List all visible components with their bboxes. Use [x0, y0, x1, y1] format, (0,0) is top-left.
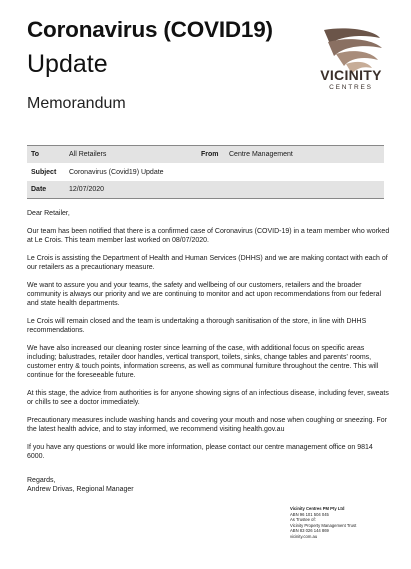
memo-body	[27, 209, 392, 470]
greeting: Dear Retailer,	[27, 210, 70, 217]
logo-subtitle: CENTRES	[329, 84, 373, 91]
company-footer	[290, 506, 356, 540]
footer-company: Vicinity Centres PM Pty Ltd	[290, 506, 345, 511]
signoff	[27, 476, 134, 494]
from-value: Centre Management	[225, 146, 384, 164]
paragraph-confirmed-case: Our team has been notified that there is a confirmed case of Coronavirus (COVID-19) in a team member who worked at Le Crois. This team member last worked on 08/07/2020.	[27, 228, 390, 244]
date-label: Date	[27, 181, 65, 199]
footer-abn-2: ABN 83 026 144 869	[290, 528, 329, 534]
memo-row-date	[27, 181, 384, 199]
footer-trustee-of: As Trustee of:	[290, 517, 316, 523]
footer-website: vicinity.com.au	[290, 533, 318, 539]
paragraph-precautions: Precautionary measures include washing hands and covering your mouth and nose when coughing or sneezing. For the latest health advice, and to stay informed, we recommend visiting health.gov.au	[27, 417, 387, 433]
paragraph-store-closed: Le Crois will remain closed and the team is undertaking a thorough sanitisation of the store, in line with DHHS recommendations.	[27, 318, 367, 334]
footer-abn: ABN 96 101 504 045	[290, 511, 329, 517]
paragraph-cleaning: We have also increased our cleaning roster since learning of the case, with additional focus on specific areas including; balustrades, retailer door handles, vertical transport, toilets, sinks, change tables and parents' rooms, customer entry & touch points, information screens, as well as communal furniture throughout the centre. This will continue for the foreseeable future.	[27, 345, 379, 379]
from-label: From	[197, 146, 225, 164]
regards: Regards,	[27, 477, 56, 484]
paragraph-assurance: We want to assure you and your teams, the safety and wellbeing of our customers, retailers and the broader community is always our priority and we are continuing to monitor and act upon recommendations from our federal and state health departments.	[27, 282, 382, 307]
memo-row-to	[27, 146, 384, 164]
logo-wordmark: VICINITY	[320, 67, 382, 83]
footer-trust: Vicinity Property Management Trust	[290, 522, 357, 528]
title-line-1: Coronavirus (COVID19)	[27, 17, 273, 42]
paragraph-advice: At this stage, the advice from authorities is for anyone showing signs of an infectious disease, including fever, sweats or chills to see a doctor immediately.	[27, 390, 389, 406]
signatory-name: Andrew Drivas, Regional Manager	[27, 486, 134, 493]
paragraph-contact: If you have any questions or would like more information, please contact our centre management office on 9814 6000.	[27, 444, 373, 460]
memo-row-subject	[27, 164, 384, 182]
paragraph-dhhs: Le Crois is assisting the Department of Health and Human Services (DHHS) and we are making contact with each of our retailers as a precautionary measure.	[27, 255, 388, 271]
to-value: All Retailers	[65, 146, 197, 164]
subject-label: Subject	[27, 164, 65, 182]
date-value: 12/07/2020	[65, 181, 384, 199]
title-line-2: Update	[27, 50, 108, 78]
memo-header-table	[27, 145, 384, 199]
to-label: To	[27, 146, 65, 164]
document-type-heading: Memorandum	[27, 95, 126, 112]
subject-value: Coronavirus (Covid19) Update	[65, 164, 384, 182]
